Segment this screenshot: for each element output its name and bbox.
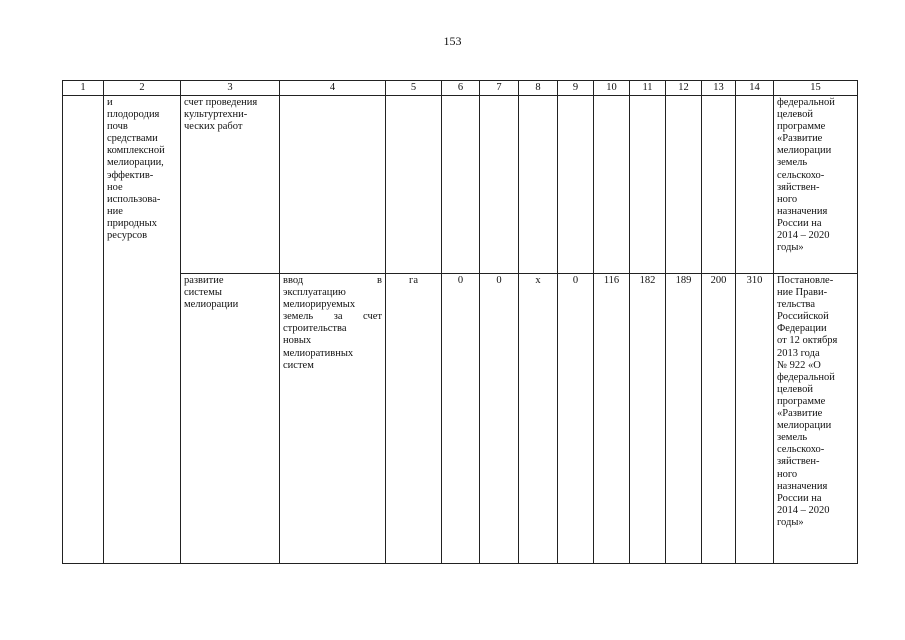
column-header: 7 — [480, 81, 519, 96]
value-cell: 189 — [666, 274, 702, 564]
cell-col10 — [594, 96, 630, 274]
indicator-line: мелиоративных — [283, 347, 354, 359]
column-header: 14 — [736, 81, 774, 96]
indicator-line: новых — [283, 335, 312, 347]
cell-col11 — [630, 96, 666, 274]
page-number: 153 — [443, 34, 462, 48]
basis-cell: федеральной целевой программе «Развитие мелиорации земель сельскохо- зяйствен- ного назначения России на 2014 – 2020 годы» — [774, 96, 858, 274]
column-header: 13 — [702, 81, 736, 96]
cell-col14 — [736, 96, 774, 274]
indicator-cell — [280, 274, 386, 564]
table-row — [63, 96, 858, 274]
column-header: 4 — [280, 81, 386, 96]
unit-cell: га — [386, 274, 442, 564]
indicator-line: ввод в — [283, 275, 382, 286]
value-cell: 310 — [736, 274, 774, 564]
column-header: 5 — [386, 81, 442, 96]
column-header: 3 — [181, 81, 280, 96]
indicator-line: систем — [283, 359, 314, 371]
goal-cell: и плодородия почв средствами комплексной мелиорации, эффектив- ное использова- ние природных ресурсов — [104, 96, 181, 564]
basis-cell: Постановле- ние Прави- тельства Российской Федерации от 12 октября 2013 года № 922 «О федеральной целевой программе «Развитие мелиорации земель сельскохо- зяйствен- ного назначения России на 2014 – 2020 годы» — [774, 274, 858, 564]
column-header: 6 — [442, 81, 480, 96]
column-header: 11 — [630, 81, 666, 96]
column-header: 8 — [519, 81, 558, 96]
cell-col5 — [386, 96, 442, 274]
cell-col4 — [280, 96, 386, 274]
column-header: 12 — [666, 81, 702, 96]
cell-col13 — [702, 96, 736, 274]
task-cell: счет проведения культуртехни- ческих работ — [181, 96, 280, 274]
cell-col9 — [558, 96, 594, 274]
value-cell: 0 — [442, 274, 480, 564]
cell-col6 — [442, 96, 480, 274]
cell-col1 — [63, 96, 104, 564]
value-cell: 200 — [702, 274, 736, 564]
value-cell: 0 — [558, 274, 594, 564]
cell-col12 — [666, 96, 702, 274]
cell-col8 — [519, 96, 558, 274]
column-header: 15 — [774, 81, 858, 96]
indicator-line: эксплуатацию — [283, 287, 346, 299]
value-cell: 182 — [630, 274, 666, 564]
cell-col7 — [480, 96, 519, 274]
table-row — [63, 274, 858, 564]
value-cell: 0 — [480, 274, 519, 564]
column-header: 2 — [104, 81, 181, 96]
indicator-line: мелиорируемых — [283, 299, 356, 311]
column-header: 1 — [63, 81, 104, 96]
column-header: 9 — [558, 81, 594, 96]
column-header: 10 — [594, 81, 630, 96]
indicator-line: строительства — [283, 323, 347, 335]
indicators-table — [62, 80, 858, 564]
task-cell: развитие системы мелиорации — [181, 274, 280, 564]
indicator-line: земель за счет — [283, 311, 383, 323]
value-cell: х — [519, 274, 558, 564]
header-row — [63, 81, 858, 96]
value-cell: 116 — [594, 274, 630, 564]
